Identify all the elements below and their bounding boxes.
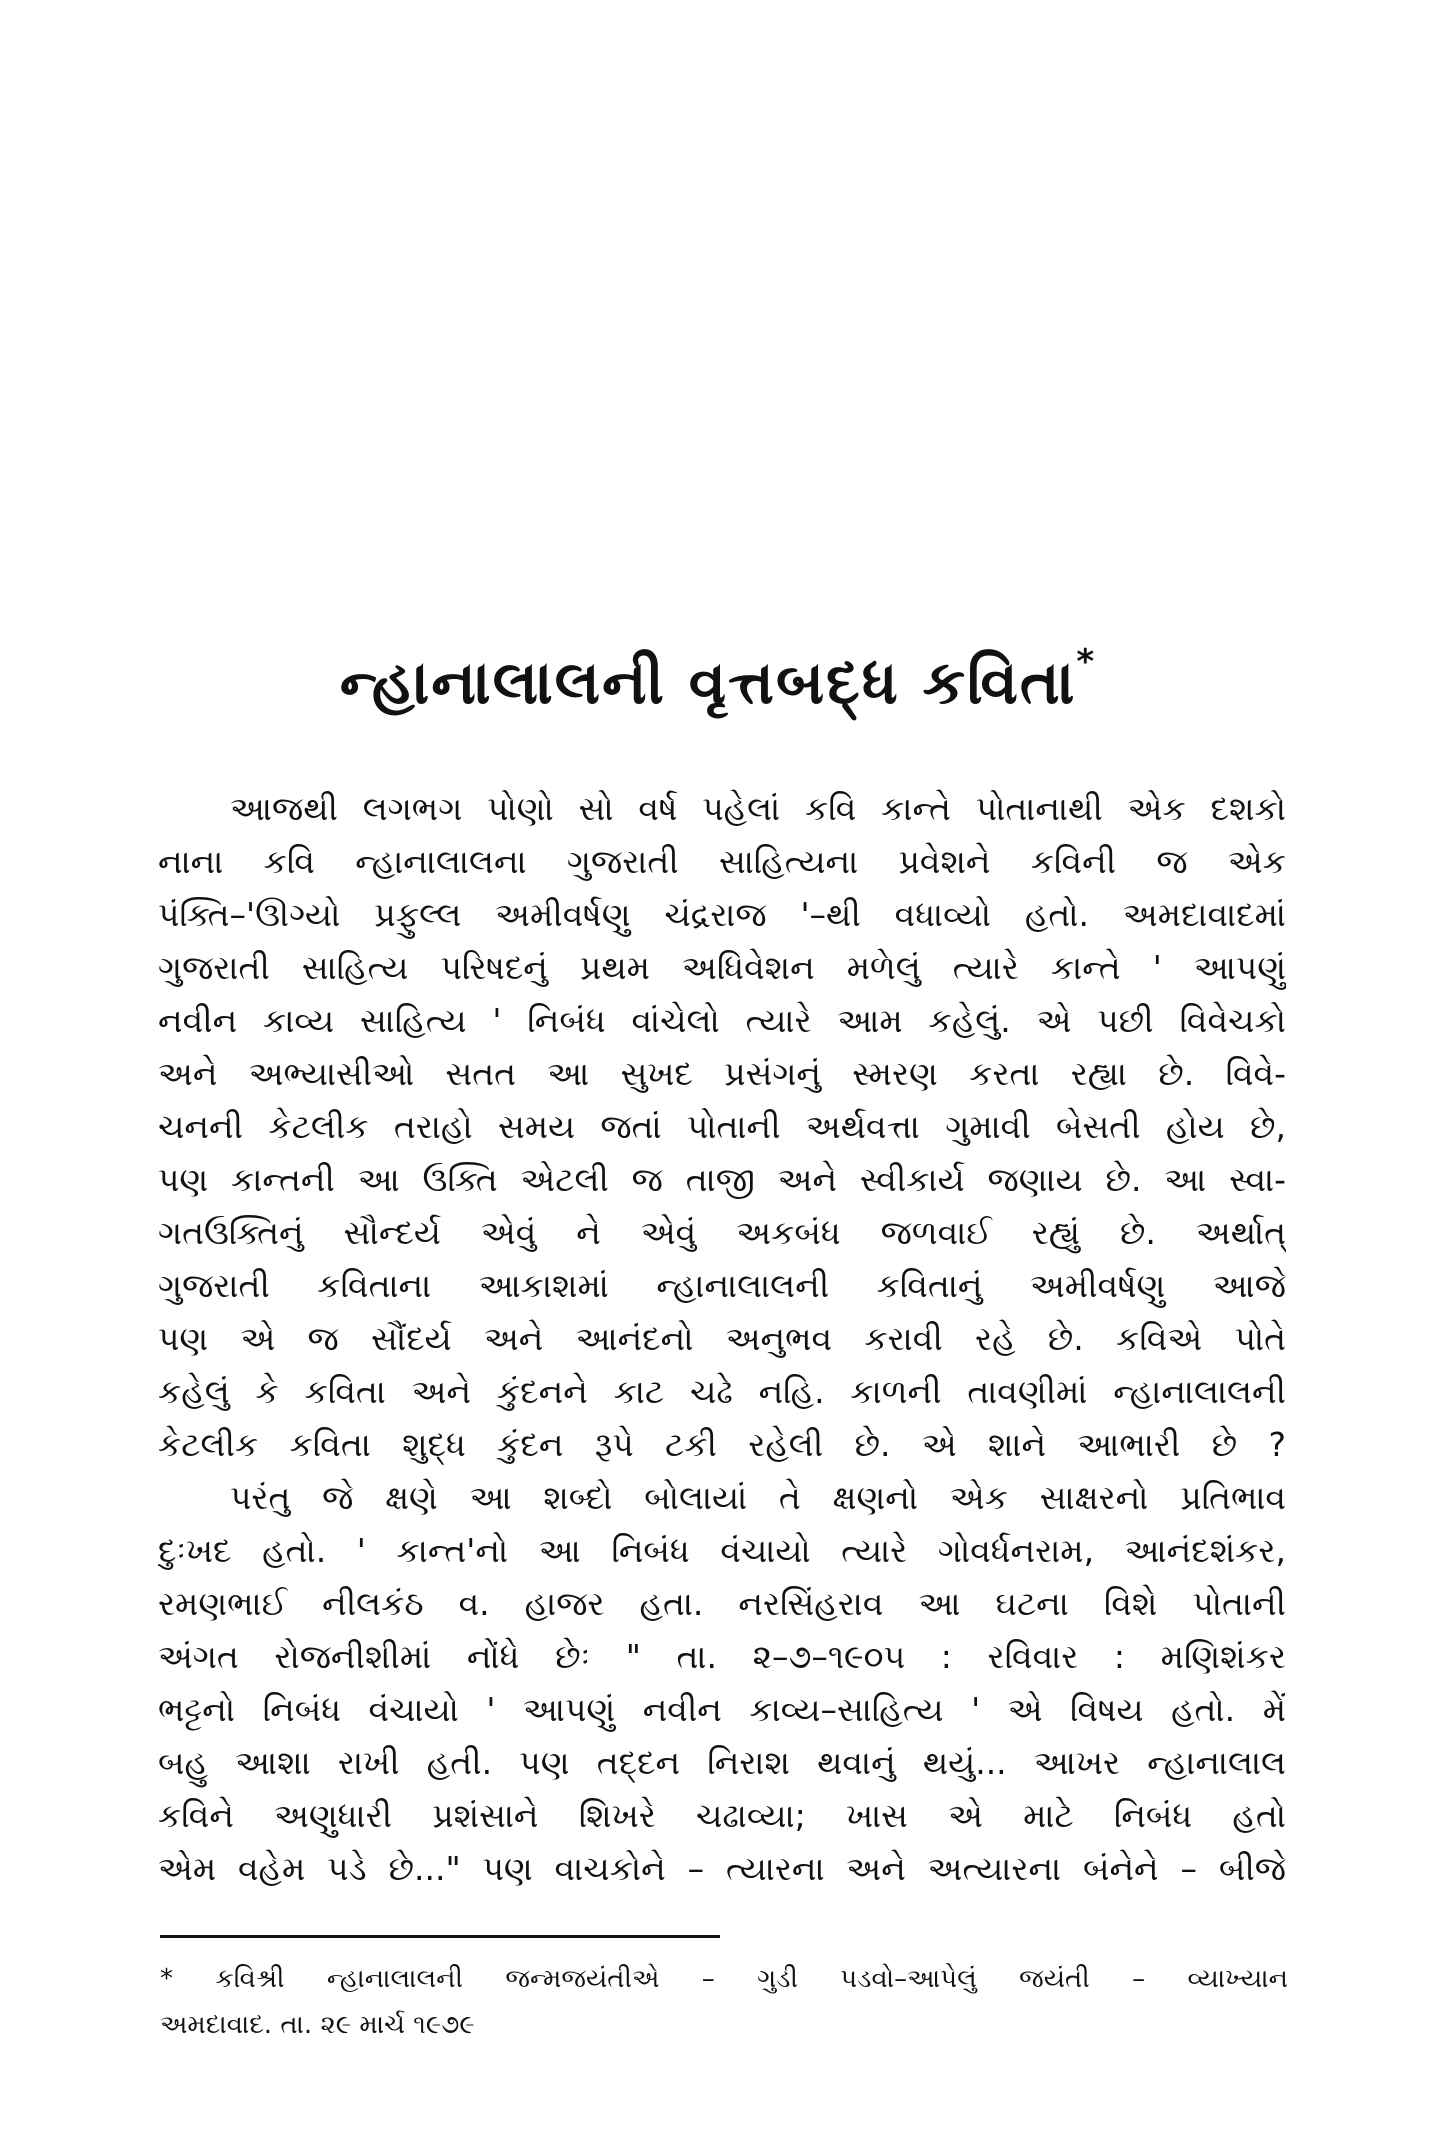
page-title — [0, 642, 1436, 718]
paragraph-1-line: પંક્તિ–'ઊગ્યો પ્રફુલ્લ અમીવર્ષણુ ચંદ્રરાજ '–થી વધાવ્યો હતો. અમદાવાદમાં — [158, 895, 1286, 934]
paragraph-2-line: દુઃખદ હતો. ' કાન્ત'નો આ નિબંધ વંચાયો ત્યારે ગોવર્ધનરામ, આનંદશંકર, — [158, 1531, 1286, 1570]
paragraph-1-line: ગુજરાતી સાહિત્ય પરિષદનું પ્રથમ અધિવેશન મળેલું ત્યારે કાન્તે ' આપણું — [158, 948, 1286, 987]
paragraph-2-line: ભટ્ટનો નિબંધ વંચાયો ' આપણું નવીન કાવ્ય–સાહિત્ય ' એ વિષય હતો. મેં — [158, 1690, 1286, 1729]
paragraph-1-line: ગુજરાતી કવિતાના આકાશમાં ન્હાનાલાલની કવિતાનું અમીવર્ષણુ આજે — [158, 1266, 1286, 1305]
footnote-marker: * — [1076, 642, 1097, 682]
paragraph-2-line: પરંતુ જે ક્ષણે આ શબ્દો બોલાયાં તે ક્ષણનો એક સાક્ષરનો પ્રતિભાવ — [230, 1478, 1286, 1517]
paragraph-2-line: બહુ આશા રાખી હતી. પણ તદ્દન નિરાશ થવાનું થયું... આખર ન્હાનાલાલ — [158, 1743, 1286, 1782]
paragraph-1-line: ગતઉક્તિનું સૌન્દર્ય એવું ને એવું અકબંધ જળવાઈ રહ્યું છે. અર્થાત્ — [158, 1213, 1286, 1252]
footnote-divider — [160, 1935, 720, 1938]
paragraph-2-line: કવિને અણુધારી પ્રશંસાને શિખરે ચઢાવ્યા; ખાસ એ માટે નિબંધ હતો — [158, 1796, 1286, 1835]
paragraph-1-line: અને અભ્યાસીઓ સતત આ સુખદ પ્રસંગનું સ્મરણ કરતા રહ્યા છે. વિવે- — [158, 1054, 1286, 1093]
paragraph-1-line: કહેલું કે કવિતા અને કુંદનને કાટ ચઢે નહિ. કાળની તાવણીમાં ન્હાનાલાલની — [158, 1372, 1286, 1411]
title-text: ન્હાનાલાલની વૃત્તબદ્ધ કવિતા — [339, 648, 1077, 718]
footnote-line: * કવિશ્રી ન્હાનાલાલની જન્મજયંતીએ – ગુડી પડવો–આપેલું જયંતી – વ્યાખ્યાન — [160, 1964, 1288, 1994]
footnote-line: અમદાવાદ. તા. ૨૯ માર્ચ ૧૯૭૯ — [160, 2010, 475, 2040]
paragraph-1-line: પણ એ જ સૌંદર્ય અને આનંદનો અનુભવ કરાવી રહે છે. કવિએ પોતે — [158, 1319, 1286, 1358]
paragraph-1-line: નાના કવિ ન્હાનાલાલના ગુજરાતી સાહિત્યના પ્રવેશને કવિની જ એક — [158, 842, 1286, 881]
footnote — [160, 1956, 1288, 2048]
paragraph-1-line: આજથી લગભગ પોણો સો વર્ષ પહેલાં કવિ કાન્તે પોતાનાથી એક દશકો — [230, 789, 1286, 828]
paragraph-2-line: રમણભાઈ નીલકંઠ વ. હાજર હતા. નરસિંહરાવ આ ઘટના વિશે પોતાની — [158, 1584, 1286, 1623]
paragraph-2-line: એમ વહેમ પડે છે..." પણ વાચકોને – ત્યારના અને અત્યારના બંનેને – બીજે — [158, 1849, 1286, 1888]
paragraph-1-line: ચનની કેટલીક તરાહો સમય જતાં પોતાની અર્થવત્તા ગુમાવી બેસતી હોય છે, — [158, 1107, 1286, 1146]
paragraph-1-line: પણ કાન્તની આ ઉક્તિ એટલી જ તાજી અને સ્વીકાર્ય જણાય છે. આ સ્વા- — [158, 1160, 1286, 1199]
paragraph-2-line: અંગત રોજનીશીમાં નોંધે છેઃ " તા. ૨–૭–૧૯૦૫ : રવિવાર : મણિશંકર — [158, 1637, 1286, 1676]
body-text — [158, 782, 1286, 1895]
paragraph-1-line: નવીન કાવ્ય સાહિત્ય ' નિબંધ વાંચેલો ત્યારે આમ કહેલું. એ પછી વિવેચકો — [158, 1001, 1286, 1040]
paragraph-1-line: કેટલીક કવિતા શુદ્ધ કુંદન રૂપે ટકી રહેલી છે. એ શાને આભારી છે ? — [158, 1425, 1286, 1464]
